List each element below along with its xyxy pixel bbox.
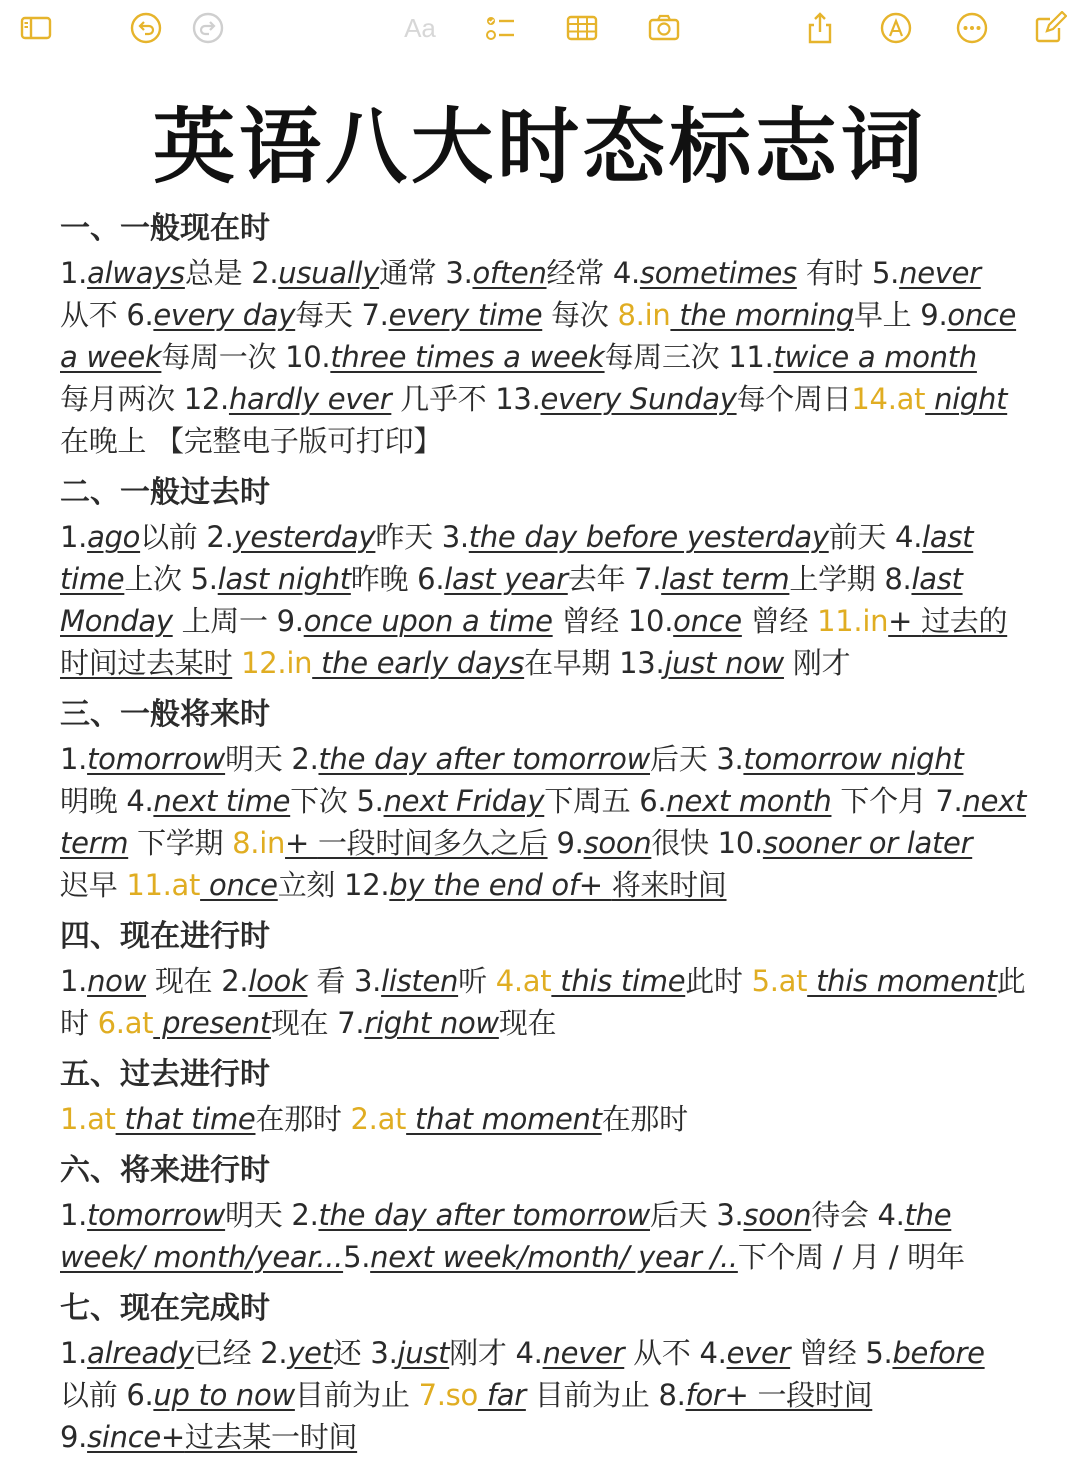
- chinese-text: 从不 4.: [624, 1336, 727, 1370]
- redo-button[interactable]: [188, 8, 228, 48]
- chinese-text: 每周三次 11.: [604, 340, 774, 374]
- keyword-text: once upon a time: [303, 604, 553, 638]
- compose-icon: [1033, 11, 1067, 45]
- sidebar-button[interactable]: [16, 8, 56, 48]
- note-body[interactable]: [60, 204, 1045, 1464]
- chinese-text: 上周一 9.: [172, 604, 304, 638]
- underlined-text: 一段时间多久之后: [317, 826, 548, 860]
- keyword-text: night: [925, 382, 1008, 416]
- keyword-text: always: [87, 256, 185, 290]
- text-line: [60, 378, 1045, 420]
- chinese-text: 现在 7.: [270, 1006, 365, 1040]
- highlight-preposition: 11.at: [126, 868, 201, 902]
- chinese-text: 现在: [498, 1006, 557, 1040]
- chinese-text: 看 3.: [307, 964, 382, 998]
- chinese-text: 曾经 5.: [790, 1336, 893, 1370]
- chinese-text: 此时: [685, 964, 752, 998]
- text-line: [60, 1194, 1045, 1236]
- text-line: [60, 252, 1045, 294]
- markup-button[interactable]: [876, 8, 916, 48]
- undo-button[interactable]: [126, 8, 166, 48]
- keyword-text: next time: [153, 784, 291, 818]
- camera-button[interactable]: [644, 8, 684, 48]
- keyword-text: +: [888, 604, 922, 638]
- chinese-text: 已经 2.: [193, 1336, 288, 1370]
- text-line: [60, 1332, 1045, 1374]
- underlined-text: 过去的: [921, 604, 1008, 638]
- chinese-text: 经常 4.: [546, 256, 640, 290]
- section-gap: [60, 1278, 1045, 1284]
- keyword-text: tomorrow night: [743, 742, 964, 776]
- chinese-text: 在那时: [255, 1102, 351, 1136]
- chinese-text: 听: [458, 964, 496, 998]
- number-text: 1.: [60, 1336, 88, 1370]
- keyword-text: this moment: [807, 964, 997, 998]
- highlight-preposition: 4.at: [495, 964, 552, 998]
- keyword-text: since+: [87, 1420, 185, 1454]
- number-text: 1.: [60, 256, 88, 290]
- keyword-text: last: [922, 520, 974, 554]
- share-icon: [803, 11, 837, 45]
- chinese-text: 几乎不 13.: [391, 382, 541, 416]
- toolbar: [0, 0, 1080, 56]
- underlined-text: 将来时间: [611, 868, 727, 902]
- undo-icon: [129, 11, 163, 45]
- section-gap: [60, 684, 1045, 690]
- chinese-text: 9.: [547, 826, 584, 860]
- keyword-text: time: [60, 562, 125, 596]
- keyword-text: next Friday: [383, 784, 545, 818]
- chinese-text: 很快 10.: [651, 826, 763, 860]
- text-line: [60, 822, 1045, 864]
- keyword-text: already: [87, 1336, 194, 1370]
- keyword-text: yesterday: [233, 520, 376, 554]
- section-heading: 六、将来进行时: [60, 1153, 270, 1188]
- keyword-text: last night: [217, 562, 351, 596]
- chinese-text: 迟早: [60, 868, 127, 902]
- keyword-text: every day: [153, 298, 296, 332]
- chinese-text: 昨天 3.: [375, 520, 469, 554]
- text-format-button[interactable]: [398, 8, 442, 48]
- text-line: [60, 960, 1045, 1002]
- chinese-text: 现在 2.: [146, 964, 249, 998]
- keyword-text: sooner or later: [762, 826, 973, 860]
- keyword-text: tomorrow: [87, 1198, 226, 1232]
- highlight-preposition: 7.so: [418, 1378, 478, 1412]
- keyword-text: right now: [364, 1006, 499, 1040]
- section-gap: [60, 462, 1045, 468]
- chinese-text: 明天 2.: [225, 1198, 319, 1232]
- text-line: [60, 1416, 1045, 1458]
- chinese-text: 每月两次 12.: [60, 382, 229, 416]
- chinese-text: 曾经: [741, 604, 818, 638]
- chinese-text: 下周五 6.: [544, 784, 667, 818]
- keyword-text: twice a month: [773, 340, 977, 374]
- keyword-text: yet: [287, 1336, 333, 1370]
- more-icon: [955, 11, 989, 45]
- camera-icon: [647, 11, 681, 45]
- chinese-text: 下个周 / 月 / 明年: [737, 1240, 965, 1274]
- text-line: [60, 516, 1045, 558]
- chinese-text: 上学期 8.: [789, 562, 912, 596]
- chinese-text: 总是 2.: [184, 256, 279, 290]
- keyword-text: last year: [444, 562, 568, 596]
- chinese-text: 在晚上 【完整电子版可打印】: [60, 424, 443, 458]
- highlight-preposition: 6.at: [97, 1006, 154, 1040]
- keyword-text: next: [962, 784, 1027, 818]
- number-text: 1.: [60, 1198, 88, 1232]
- chinese-text: 每次: [542, 298, 618, 332]
- chinese-text: 下个月 7.: [831, 784, 963, 818]
- section-gap: [60, 906, 1045, 912]
- keyword-text: often: [472, 256, 547, 290]
- keyword-text: three times a week: [330, 340, 605, 374]
- highlight-preposition: 2.at: [350, 1102, 407, 1136]
- chinese-text: 在那时: [601, 1102, 688, 1136]
- highlight-preposition: 1.at: [60, 1102, 116, 1136]
- markup-icon: [879, 11, 913, 45]
- keyword-text: last: [911, 562, 963, 596]
- keyword-text: never: [899, 256, 981, 290]
- chinese-text: 5.: [343, 1240, 371, 1274]
- chinese-text: 刚才: [783, 646, 851, 680]
- keyword-text: tomorrow: [87, 742, 226, 776]
- checklist-button[interactable]: [480, 8, 520, 48]
- chinese-text: 昨晚 6.: [350, 562, 445, 596]
- keyword-text: once: [200, 868, 278, 902]
- section-gap: [60, 1140, 1045, 1146]
- keyword-text: up to now: [153, 1378, 295, 1412]
- section-gap: [60, 1044, 1045, 1050]
- number-text: 1.: [60, 742, 88, 776]
- keyword-text: before: [892, 1336, 985, 1370]
- more-button[interactable]: [952, 8, 992, 48]
- text-line: [60, 1002, 1045, 1044]
- chinese-text: [232, 646, 241, 680]
- chinese-text: 9.: [60, 1420, 88, 1454]
- sidebar-icon: [19, 11, 53, 45]
- keyword-text: the: [904, 1198, 952, 1232]
- keyword-text: usually: [278, 256, 380, 290]
- number-text: 1.: [60, 964, 88, 998]
- number-text: 1.: [60, 520, 88, 554]
- keyword-text: the day before yesterday: [468, 520, 829, 554]
- chinese-text: 时: [60, 1006, 98, 1040]
- keyword-text: by the end of+: [389, 868, 612, 902]
- highlight-preposition: 12.in: [241, 646, 313, 680]
- text-line: [60, 780, 1045, 822]
- section-heading: 五、过去进行时: [60, 1057, 270, 1092]
- redo-icon: [191, 11, 225, 45]
- chinese-text: 后天 3.: [650, 742, 744, 776]
- chinese-text: 去年 7.: [567, 562, 662, 596]
- chinese-text: 明晚 4.: [60, 784, 154, 818]
- section-gap: [60, 1458, 1045, 1464]
- keyword-text: last term: [661, 562, 790, 596]
- chinese-text: 上次 5.: [124, 562, 218, 596]
- keyword-text: week/ month/year...: [60, 1240, 344, 1274]
- chinese-text: 前天 4.: [828, 520, 923, 554]
- chinese-text: 立刻 12.: [277, 868, 390, 902]
- chinese-text: 后天 3.: [650, 1198, 744, 1232]
- highlight-preposition: 8.in: [617, 298, 671, 332]
- keyword-text: every Sunday: [540, 382, 737, 416]
- text-line: [60, 1236, 1045, 1278]
- keyword-text: present: [153, 1006, 271, 1040]
- keyword-text: soon: [583, 826, 652, 860]
- keyword-text: Monday: [60, 604, 173, 638]
- highlight-preposition: 11.in: [817, 604, 889, 638]
- keyword-text: the day after tomorrow: [318, 742, 651, 776]
- note-title: 英语八大时态标志词: [152, 100, 927, 195]
- keyword-text: the morning: [670, 298, 854, 332]
- keyword-text: ever: [726, 1336, 791, 1370]
- text-line: [60, 558, 1045, 600]
- text-line: [60, 420, 1045, 462]
- section-heading: 一、一般现在时: [60, 211, 270, 246]
- keyword-text: that moment: [406, 1102, 602, 1136]
- keyword-text: now: [87, 964, 147, 998]
- keyword-text: the early days: [312, 646, 525, 680]
- chinese-text: 还 3.: [332, 1336, 398, 1370]
- chinese-text: 有时 5.: [796, 256, 900, 290]
- keyword-text: just: [397, 1336, 450, 1370]
- chinese-text: 待会 4.: [811, 1198, 905, 1232]
- share-button[interactable]: [800, 8, 840, 48]
- highlight-preposition: 8.in: [232, 826, 286, 860]
- keyword-text: that time: [115, 1102, 256, 1136]
- section-heading: 二、一般过去时: [60, 475, 270, 510]
- chinese-text: 早上 9.: [853, 298, 948, 332]
- text-line: [60, 294, 1045, 336]
- keyword-text: next week/month/ year /..: [370, 1240, 738, 1274]
- keyword-text: next month: [666, 784, 832, 818]
- section-heading: 三、一般将来时: [60, 697, 270, 732]
- chinese-text: 从不 6.: [60, 298, 154, 332]
- keyword-text: this time: [551, 964, 686, 998]
- chinese-text: 每个周日: [736, 382, 852, 416]
- keyword-text: hardly ever: [228, 382, 392, 416]
- underlined-text: 时间过去某时: [60, 646, 233, 680]
- keyword-text: every time: [388, 298, 543, 332]
- highlight-preposition: 5.at: [751, 964, 808, 998]
- underlined-text: 过去某一时间: [184, 1420, 358, 1454]
- section-heading: 七、现在完成时: [60, 1291, 270, 1326]
- table-icon: [565, 11, 599, 45]
- chinese-text: 刚才 4.: [449, 1336, 543, 1370]
- chinese-text: 下学期: [128, 826, 233, 860]
- chinese-text: 明天 2.: [225, 742, 319, 776]
- keyword-text: the day after tomorrow: [318, 1198, 651, 1232]
- chinese-text: 通常 3.: [379, 256, 473, 290]
- keyword-text: listen: [381, 964, 459, 998]
- text-line: [60, 642, 1045, 684]
- section-heading: 四、现在进行时: [60, 919, 270, 954]
- chinese-text: 每周一次 10.: [161, 340, 331, 374]
- keyword-text: just now: [664, 646, 784, 680]
- chinese-text: 以前 6.: [60, 1378, 154, 1412]
- keyword-text: look: [248, 964, 308, 998]
- keyword-text: term: [60, 826, 129, 860]
- keyword-text: soon: [743, 1198, 812, 1232]
- keyword-text: +: [285, 826, 318, 860]
- keyword-text: once: [673, 604, 742, 638]
- text-format-icon: Aa: [404, 12, 436, 43]
- text-line: [60, 600, 1045, 642]
- keyword-text: sometimes: [639, 256, 797, 290]
- text-line: [60, 864, 1045, 906]
- chinese-text: 目前为止 8.: [525, 1378, 686, 1412]
- text-line: [60, 336, 1045, 378]
- chinese-text: 曾经 10.: [552, 604, 674, 638]
- underlined-text: 一段时间: [757, 1378, 873, 1412]
- text-line: [60, 738, 1045, 780]
- chinese-text: 在早期 13.: [524, 646, 665, 680]
- chinese-text: 此: [996, 964, 1026, 998]
- chinese-text: 目前为止: [294, 1378, 419, 1412]
- keyword-text: once: [947, 298, 1017, 332]
- keyword-text: a week: [60, 340, 162, 374]
- compose-button[interactable]: [1030, 8, 1070, 48]
- text-line: [60, 1098, 1045, 1140]
- highlight-preposition: 14.at: [851, 382, 926, 416]
- keyword-text: ago: [87, 520, 141, 554]
- checklist-icon: [483, 11, 517, 45]
- keyword-text: for+: [685, 1378, 758, 1412]
- chinese-text: 以前 2.: [140, 520, 234, 554]
- chinese-text: 下次 5.: [290, 784, 384, 818]
- table-button[interactable]: [562, 8, 602, 48]
- chinese-text: 每天 7.: [295, 298, 389, 332]
- keyword-text: far: [477, 1378, 526, 1412]
- text-line: [60, 1374, 1045, 1416]
- keyword-text: never: [542, 1336, 625, 1370]
